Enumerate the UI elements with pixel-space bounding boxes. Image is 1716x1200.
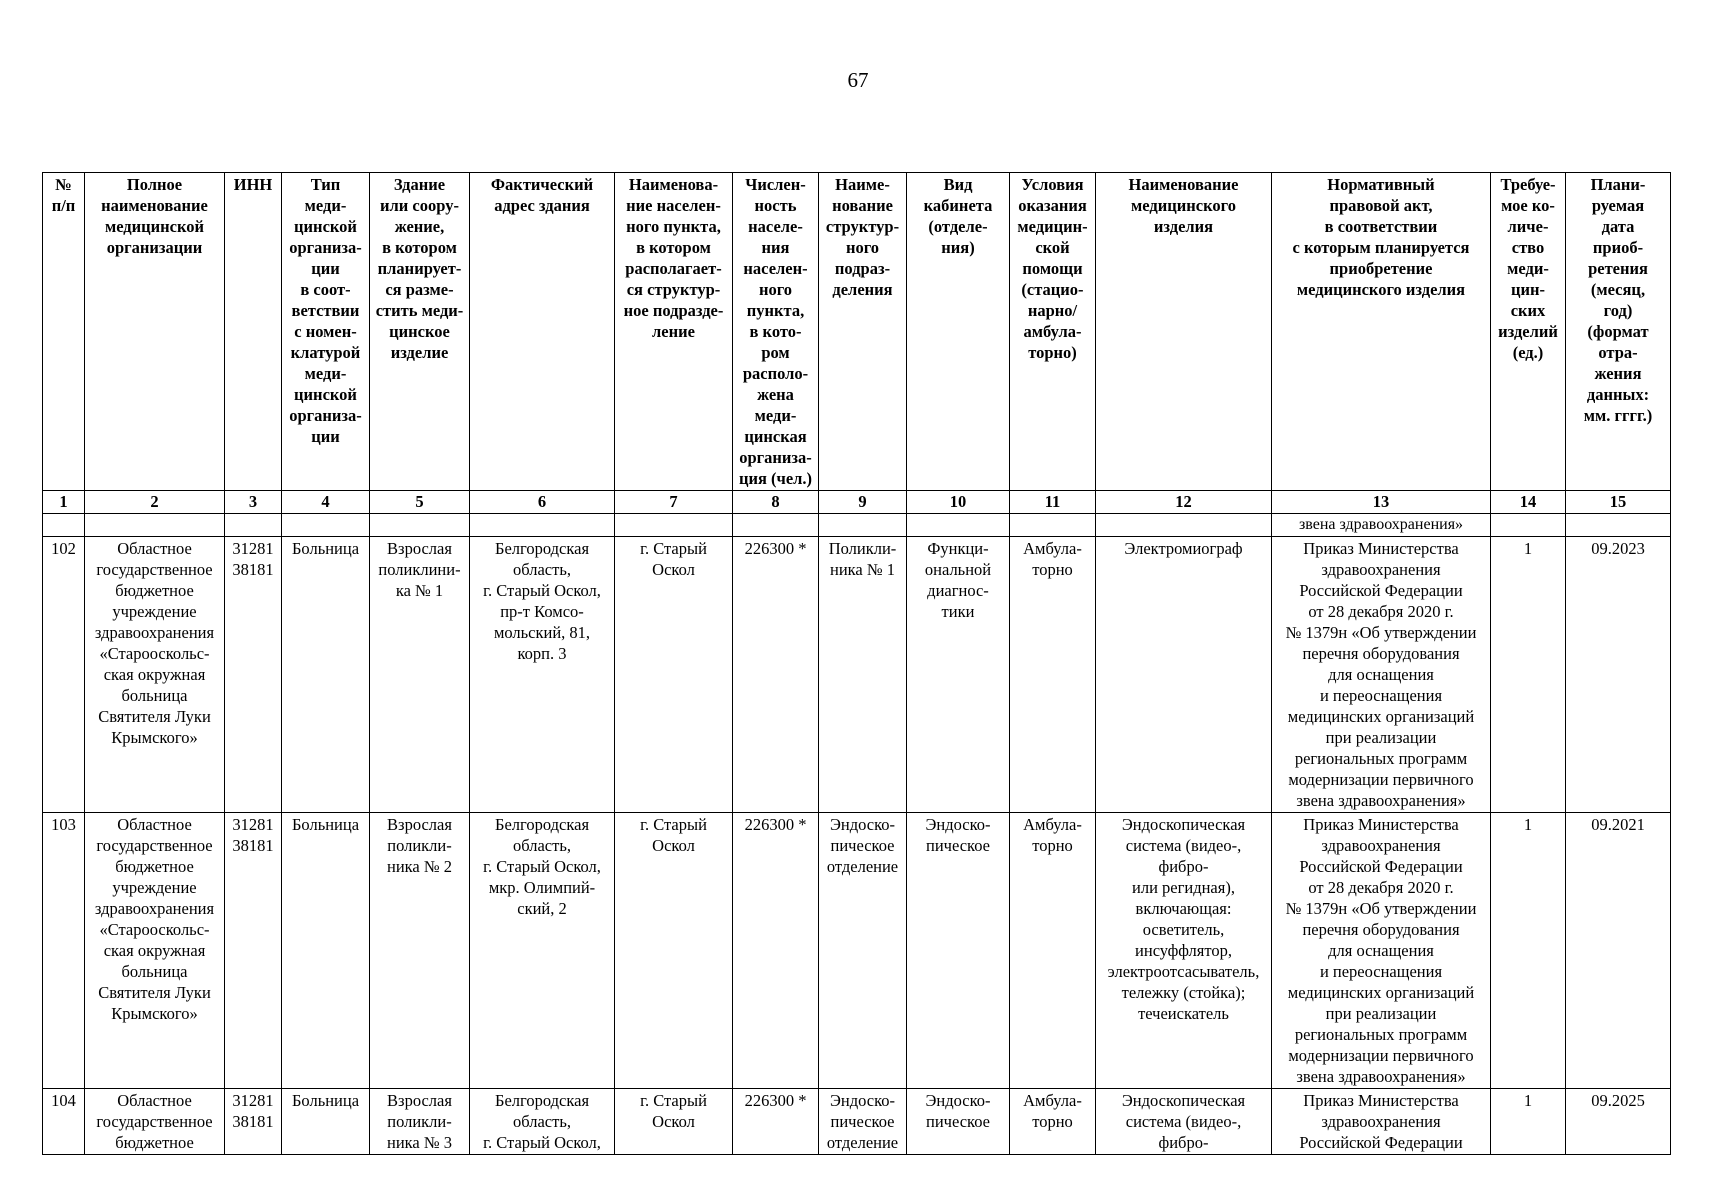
row-number: 104 xyxy=(43,1089,85,1155)
legal-act: Приказ Министерства здравоохранения Российской Федерации xyxy=(1272,1089,1491,1155)
cabinet-type: Эндоско- пическое xyxy=(907,813,1010,1089)
row-number: 102 xyxy=(43,537,85,813)
inn: 31281 38181 xyxy=(225,813,282,1089)
header-date: Плани- руемая дата приоб- ретения (месяц, год) (формат отра- жения данных: мм. гггг.) xyxy=(1566,173,1671,491)
column-number: 9 xyxy=(819,491,907,514)
column-number: 8 xyxy=(733,491,819,514)
equipment-table xyxy=(42,172,1671,1155)
quantity: 1 xyxy=(1491,1089,1566,1155)
cabinet-type: Функци- ональной диагнос- тики xyxy=(907,537,1010,813)
header-org-name: Полное наименование медицинской организации xyxy=(85,173,225,491)
population: 226300 * xyxy=(733,1089,819,1155)
header-conditions: Условия оказания медицин- ской помощи (стацио- нарно/ амбула- торно) xyxy=(1010,173,1096,491)
planned-date: 09.2021 xyxy=(1566,813,1671,1089)
header-qty: Требуе- мое ко- личе- ство меди- цин- ских изделий (ед.) xyxy=(1491,173,1566,491)
column-number: 11 xyxy=(1010,491,1096,514)
column-number: 7 xyxy=(615,491,733,514)
column-number: 10 xyxy=(907,491,1010,514)
care-conditions: Амбула- торно xyxy=(1010,1089,1096,1155)
header-inn: ИНН xyxy=(225,173,282,491)
quantity: 1 xyxy=(1491,537,1566,813)
column-number: 6 xyxy=(470,491,615,514)
header-building: Здание или соору- жение, в котором планирует- ся разме- стить меди- цинское изделие xyxy=(370,173,470,491)
care-conditions: Амбула- торно xyxy=(1010,813,1096,1089)
column-number: 5 xyxy=(370,491,470,514)
column-number: 3 xyxy=(225,491,282,514)
structural-unit: Эндоско- пическое отделение xyxy=(819,1089,907,1155)
inn: 31281 38181 xyxy=(225,537,282,813)
header-population: Числен- ность населе- ния населен- ного пункта, в кото- ром располо- жена меди- цинская организа- ция (чел.) xyxy=(733,173,819,491)
locality: г. Старый Оскол xyxy=(615,1089,733,1155)
table-row xyxy=(43,1089,1671,1155)
structural-unit: Эндоско- пическое отделение xyxy=(819,813,907,1089)
column-number: 13 xyxy=(1272,491,1491,514)
quantity: 1 xyxy=(1491,813,1566,1089)
column-number: 4 xyxy=(282,491,370,514)
continuation-row xyxy=(43,514,1671,537)
org-name: Областное государственное бюджетное xyxy=(85,1089,225,1155)
org-type: Больница xyxy=(282,537,370,813)
header-num: № п/п xyxy=(43,173,85,491)
table-row xyxy=(43,813,1671,1089)
header-org-type: Тип меди- цинской организа- ции в соот- ветствии с номен- клатурой меди- цинской организа- ции xyxy=(282,173,370,491)
org-type: Больница xyxy=(282,813,370,1089)
structural-unit: Поликли- ника № 1 xyxy=(819,537,907,813)
column-number: 14 xyxy=(1491,491,1566,514)
population: 226300 * xyxy=(733,537,819,813)
equipment-table-container xyxy=(42,172,1670,1155)
device-name: Эндоскопическая система (видео-, фибро- или регидная), включающая: осветитель, инсуффлятор, электроотсасыватель, тележку (стойка); течеискатель xyxy=(1096,813,1272,1089)
header-unit: Наиме- нование структур- ного подраз- деления xyxy=(819,173,907,491)
header-act: Нормативный правовой акт, в соответствии с которым планируется приобретение медицинского изделия xyxy=(1272,173,1491,491)
address: Белгородская область, г. Старый Оскол, мкр. Олимпий- ский, 2 xyxy=(470,813,615,1089)
header-cabinet: Вид кабинета (отделе- ния) xyxy=(907,173,1010,491)
column-number: 12 xyxy=(1096,491,1272,514)
org-type: Больница xyxy=(282,1089,370,1155)
building: Взрослая поликли- ника № 2 xyxy=(370,813,470,1089)
column-number: 1 xyxy=(43,491,85,514)
address: Белгородская область, г. Старый Оскол, xyxy=(470,1089,615,1155)
legal-act: Приказ Министерства здравоохранения Российской Федерации от 28 декабря 2020 г. № 1379н «Об утверждении перечня оборудования для оснащения и переоснащения медицинских организаций при реализации региональных программ модернизации первичного звена здравоохранения» xyxy=(1272,537,1491,813)
address: Белгородская область, г. Старый Оскол, пр-т Комсо- мольский, 81, корп. 3 xyxy=(470,537,615,813)
org-name: Областное государственное бюджетное учреждение здравоохранения «Старооскольс- ская окружная больница Святителя Луки Крымского» xyxy=(85,537,225,813)
header-device: Наименование медицинского изделия xyxy=(1096,173,1272,491)
cabinet-type: Эндоско- пическое xyxy=(907,1089,1010,1155)
population: 226300 * xyxy=(733,813,819,1089)
locality: г. Старый Оскол xyxy=(615,813,733,1089)
planned-date: 09.2023 xyxy=(1566,537,1671,813)
table-row xyxy=(43,537,1671,813)
inn: 31281 38181 xyxy=(225,1089,282,1155)
legal-act: Приказ Министерства здравоохранения Российской Федерации от 28 декабря 2020 г. № 1379н «Об утверждении перечня оборудования для оснащения и переоснащения медицинских организаций при реализации региональных программ модернизации первичного звена здравоохранения» xyxy=(1272,813,1491,1089)
header-row xyxy=(43,173,1671,491)
building: Взрослая поликлини- ка № 1 xyxy=(370,537,470,813)
header-address: Фактический адрес здания xyxy=(470,173,615,491)
planned-date: 09.2025 xyxy=(1566,1089,1671,1155)
column-number: 15 xyxy=(1566,491,1671,514)
continuation-act-text: звена здравоохранения» xyxy=(1272,514,1491,537)
column-number-row xyxy=(43,491,1671,514)
page-number: 67 xyxy=(847,68,869,92)
care-conditions: Амбула- торно xyxy=(1010,537,1096,813)
row-number: 103 xyxy=(43,813,85,1089)
column-number: 2 xyxy=(85,491,225,514)
device-name: Электромиограф xyxy=(1096,537,1272,813)
org-name: Областное государственное бюджетное учреждение здравоохранения «Старооскольс- ская окружная больница Святителя Луки Крымского» xyxy=(85,813,225,1089)
device-name: Эндоскопическая система (видео-, фибро- xyxy=(1096,1089,1272,1155)
header-locality: Наименова- ние населен- ного пункта, в котором располагает- ся структур- ное подразде- ление xyxy=(615,173,733,491)
locality: г. Старый Оскол xyxy=(615,537,733,813)
building: Взрослая поликли- ника № 3 xyxy=(370,1089,470,1155)
